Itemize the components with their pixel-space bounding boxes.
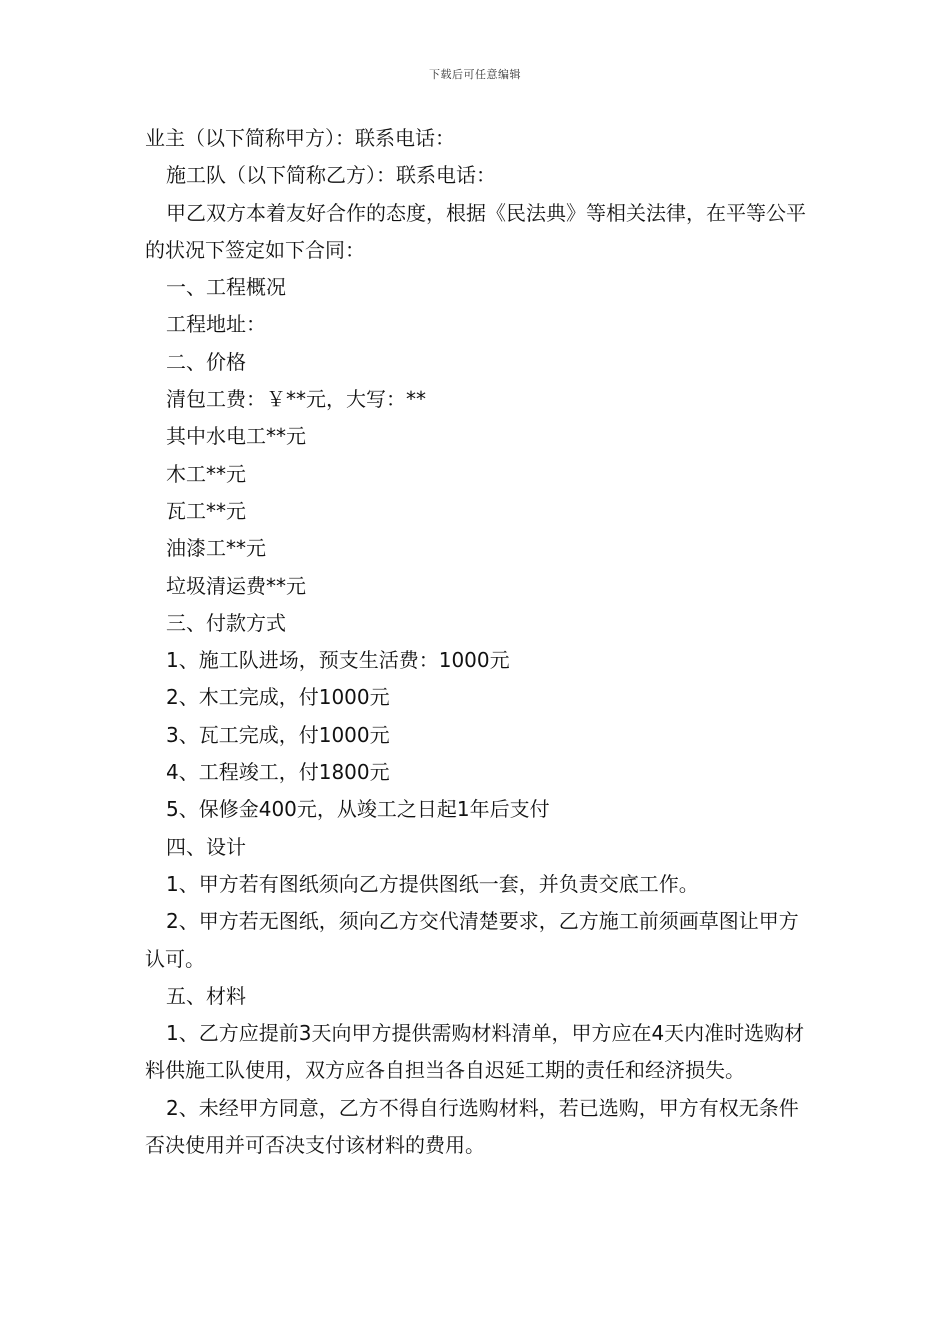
payment-item-5: 5、保修金400元，从竣工之日起1年后支付 — [166, 797, 550, 822]
materials-item-1: 1、乙方应提前3天向甲方提供需购材料清单，甲方应在4天内准时选购材料供施工队使用，双方应各自担当各自迟延工期的责任和经济损失。 — [145, 1021, 805, 1083]
plumbing-electrical-line: 其中水电工**元 — [166, 424, 306, 449]
payment-item-4: 4、工程竣工，付1800元 — [166, 760, 390, 785]
section-heading-design: 四、设计 — [166, 834, 246, 859]
document-body — [145, 120, 810, 1164]
section-heading-overview: 一、工程概况 — [166, 275, 286, 300]
painting-line: 油漆工**元 — [166, 536, 266, 561]
section-heading-materials: 五、材料 — [166, 983, 246, 1008]
design-item-2: 2、甲方若无图纸，须向乙方交代清楚要求，乙方施工前须画草图让甲方认可。 — [145, 909, 799, 971]
design-item-1: 1、甲方若有图纸须向乙方提供图纸一套，并负责交底工作。 — [166, 871, 699, 896]
payment-item-1: 1、施工队进场，预支生活费：1000元 — [166, 648, 510, 673]
contractor-line: 施工队（以下简称乙方）：联系电话： — [166, 163, 496, 188]
intro-paragraph: 甲乙双方本着友好合作的态度，根据《民法典》等相关法律，在平等公平的状况下签定如下合同： — [145, 200, 806, 262]
materials-item-2: 2、未经甲方同意，乙方不得自行选购材料，若已选购，甲方有权无条件否决使用并可否决支付该材料的费用。 — [145, 1095, 799, 1158]
project-address: 工程地址： — [166, 312, 266, 337]
payment-item-3: 3、瓦工完成，付1000元 — [166, 722, 390, 747]
page-header: 下载后可任意编辑 — [429, 68, 521, 81]
waste-removal-line: 垃圾清运费**元 — [166, 573, 306, 598]
owner-line: 业主（以下简称甲方）：联系电话： — [145, 126, 455, 150]
payment-item-2: 2、木工完成，付1000元 — [166, 685, 390, 710]
tiling-line: 瓦工**元 — [166, 498, 246, 523]
section-heading-payment: 三、付款方式 — [166, 610, 286, 635]
labor-fee-line: 清包工费：￥**元，大写：** — [166, 387, 426, 412]
section-heading-price: 二、价格 — [166, 349, 246, 374]
carpentry-line: 木工**元 — [166, 461, 246, 486]
